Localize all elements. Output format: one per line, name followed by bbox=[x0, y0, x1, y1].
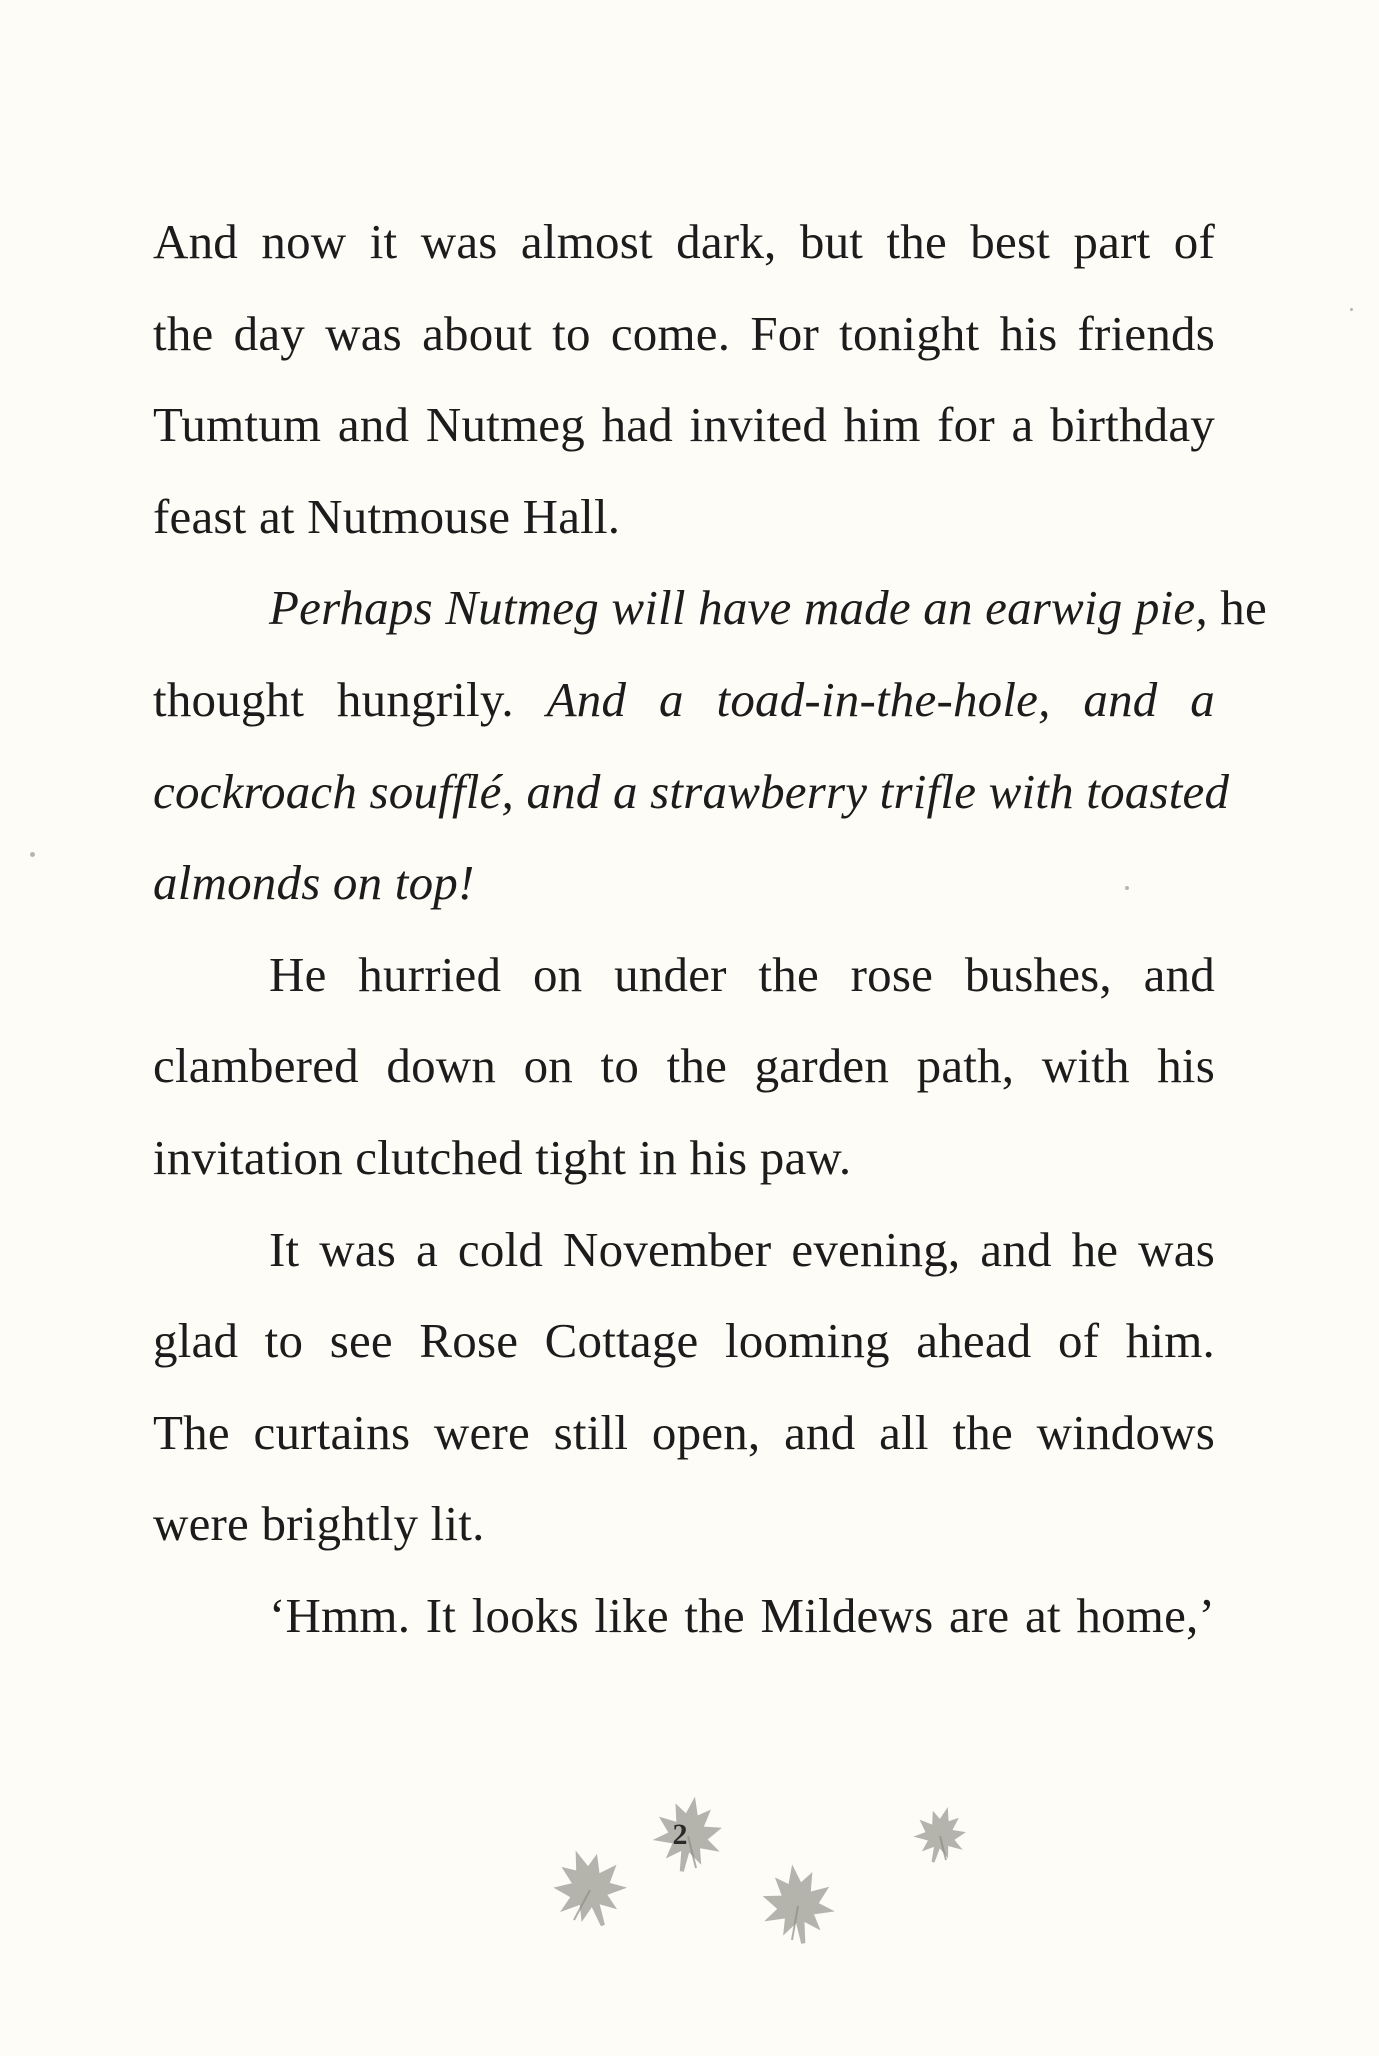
text-line: clambered down on to the garden path, with his bbox=[153, 1038, 1215, 1094]
scan-speck bbox=[1125, 886, 1129, 890]
body-text bbox=[153, 196, 1267, 1662]
text-line: cockroach soufflé, and a strawberry trifle with toasted bbox=[153, 763, 1230, 819]
text-line bbox=[153, 654, 1215, 746]
italic-thought: Perhaps Nutmeg will have made an earwig pie, bbox=[269, 580, 1208, 636]
text-line: almonds on top! bbox=[153, 855, 475, 911]
text-line: And now it was almost dark, but the best part of bbox=[153, 214, 1215, 269]
text-line: the day was about to come. For tonight his friends bbox=[153, 305, 1215, 361]
text-line: Tumtum and Nutmeg had invited him for a birthday bbox=[153, 397, 1215, 453]
text-line: ‘Hmm. It looks like the Mildews are at home,’ bbox=[269, 1587, 1215, 1643]
roman-text: thought hungrily. bbox=[153, 671, 547, 727]
text-line: glad to see Rose Cottage looming ahead of him. bbox=[153, 1313, 1215, 1369]
text-line: It was a cold November evening, and he was bbox=[269, 1221, 1215, 1277]
italic-thought: And a toad-in-the-hole, and a bbox=[546, 671, 1215, 727]
text-line: He hurried on under the rose bushes, and bbox=[269, 946, 1215, 1002]
maple-leaves-icon bbox=[520, 1790, 1000, 1980]
text-line: were brightly lit. bbox=[153, 1496, 485, 1552]
text-line: invitation clutched tight in his paw. bbox=[153, 1129, 852, 1185]
text-line: feast at Nutmouse Hall. bbox=[153, 488, 621, 544]
text-line bbox=[153, 562, 1267, 654]
scan-speck bbox=[30, 852, 35, 857]
page-number: 2 bbox=[672, 1818, 688, 1851]
text-line: The curtains were still open, and all the windows bbox=[153, 1404, 1215, 1460]
roman-text: he bbox=[1207, 580, 1267, 636]
scan-speck bbox=[1350, 308, 1353, 311]
